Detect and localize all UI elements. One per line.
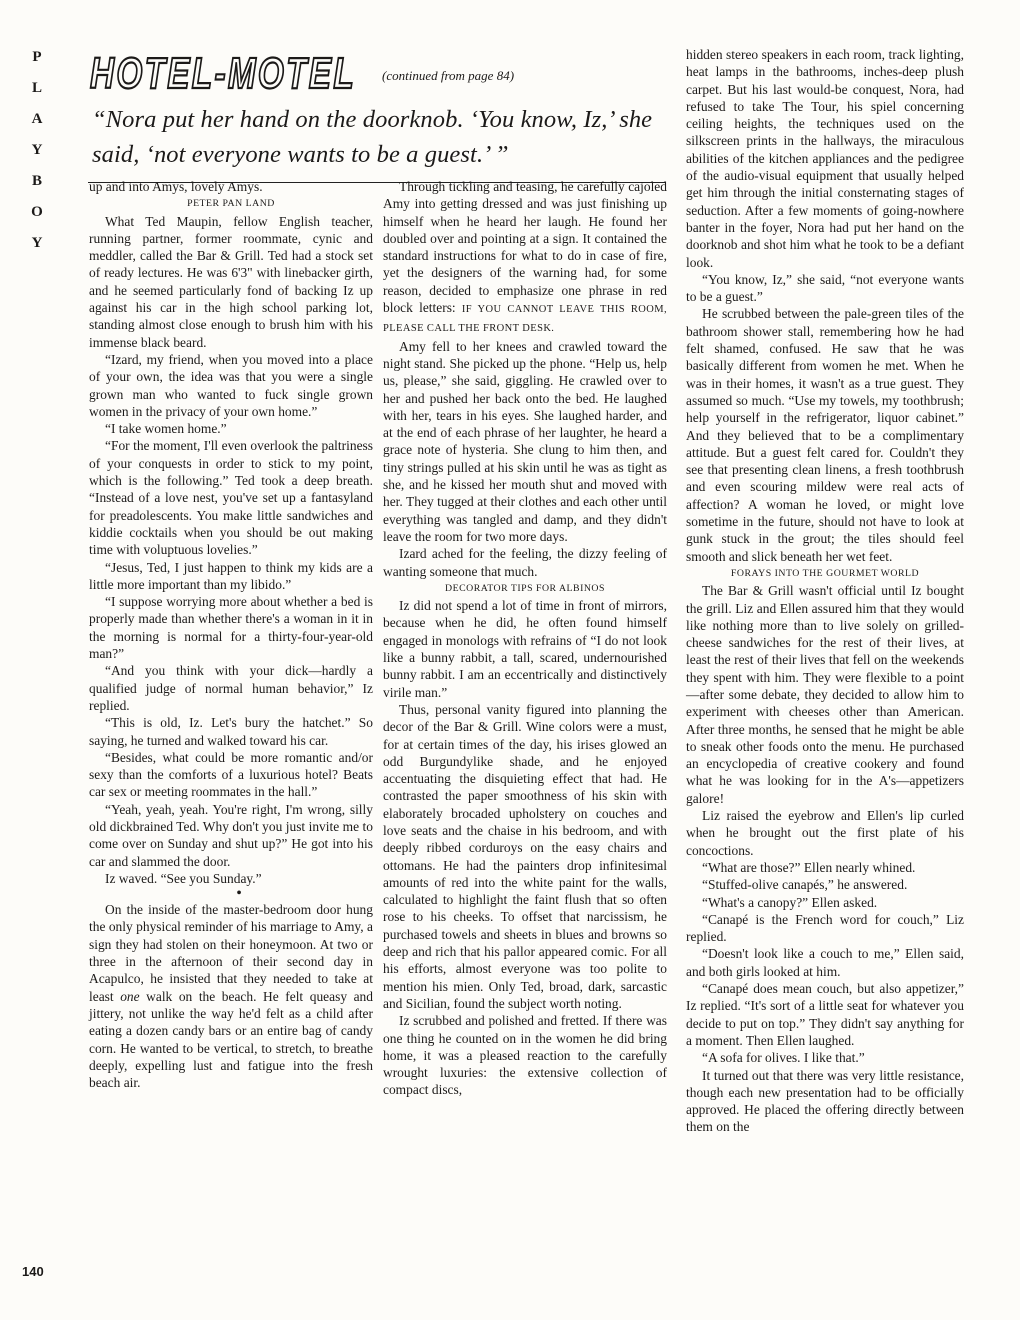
section-subhead: FORAYS INTO THE GOURMET WORLD	[730, 567, 920, 579]
text-column-2	[383, 178, 667, 1099]
article-header	[88, 36, 660, 183]
text-column-3	[686, 46, 964, 1136]
paragraph: It turned out that there was very little resistance, though each new presentation had to be officially approved. He placed the offering directly between them on the	[686, 1067, 964, 1135]
paragraph: “Yeah, yeah, yeah. You're right, I'm wrong, silly old dickbrained Ted. Why don't you just invite me to come over on Sunday and shut up?” He got into his car and slammed the door.	[89, 801, 373, 869]
paragraph	[383, 178, 667, 338]
paragraph: Izard ached for the feeling, the dizzy feeling of wanting someone that much.	[383, 546, 667, 579]
magazine-letter: A	[31, 111, 43, 127]
section-subhead: DECORATOR TIPS FOR ALBINOS	[445, 582, 605, 594]
section-subhead: PETER PAN LAND	[187, 198, 275, 210]
paragraph: Iz scrubbed and polished and fretted. If there was one thing he counted on in the women he did bring home, it was a pleased reaction to the carefully wrought luxuries: the extensive collection of compact discs,	[383, 1013, 667, 1098]
paragraph: Thus, personal vanity figured into planning the decor of the Bar & Grill. Wine colors were a must, for at certain times of the day, his irises glowed an odd Burgundylike shade, and he enjoyed accentuating the disquieting effect that had. He contrasted the paper smoothness of his skin with elaborately brocaded upholstery on couches and love seats and the chaise in his bedroom, and with deeply ribbed corduroys on the easy chairs and ottomans. He had the painters drop infinitesimal amounts of red into the white paint for the walls, calculated to highlight the faint flush that so often rose to his cheeks. To offset that narcissism, he purchased towels and sheets in blues and browns so deep and rich that his pallor appeared comic. For all his efforts, almost everyone was too polite to mention his mien. Only Ted, broad, dark, sarcastic and Sicilian, found the subject worth noting.	[383, 701, 667, 1011]
continued-note: (continued from page 84)	[382, 68, 515, 83]
paragraph: hidden stereo speakers in each room, track lighting, heat lamps in the bathrooms, inches-deep plush carpet. But his last would-be conquest, Nora, had refused to take The Tour, his spiel concerning ceiling heights, the techniques used on the silkscreen prints in the hallways, the miraculous abilities of the kitchen appliances and the pedigree of the audio-visual equipment that usually helped get him through the initial consternating stages of seduction. After a few moments of going-nowhere banter in the foyer, Nora had put her hand on the doorknob and shot him what he took to be a defiant look.	[686, 47, 964, 270]
paragraph: “You know, Iz,” she said, “not everyone wants to be a guest.”	[686, 271, 964, 305]
pull-quote: “Nora put her hand on the doorknob. ‘You know, Iz,’ she said, ‘not everyone wants to be a guest.’ ”	[92, 106, 653, 168]
magazine-sidebar-mark	[26, 42, 48, 259]
paragraph: “Izard, my friend, when you moved into a place of your own, the idea was that you were a single grown man who wanted to fuck single grown women in the privacy of your own home.”	[89, 351, 373, 419]
paragraph: “Canapé does mean couch, but also appetizer,” Iz replied. “It's sort of a little seat for whatever you decide to put on top.” They didn't say anything for a moment. Then Ellen laughed.	[686, 981, 964, 1048]
paragraph: “What are those?” Ellen nearly whined.	[702, 859, 916, 875]
article-title: HOTEL-MOTEL	[90, 49, 356, 94]
paragraph: “A sofa for olives. I like that.”	[702, 1050, 865, 1066]
paragraph: “This is old, Iz. Let's bury the hatchet.” So saying, he turned and walked toward his car.	[89, 715, 373, 748]
magazine-letter: L	[31, 80, 42, 96]
page-number: 140	[22, 1264, 44, 1279]
paragraph: “Besides, what could be more romantic and/or sexy than the comforts of a luxurious hotel? Beats car sex or meeting roommates in the hall.”	[89, 749, 373, 800]
paragraph: Liz raised the eyebrow and Ellen's lip curled when he brought out the first plate of his concoctions.	[686, 808, 964, 858]
magazine-letter: O	[31, 204, 43, 220]
paragraph-text: Through tickling and teasing, he carefully cajoled Amy into getting dressed and was just finishing up himself when he heard her laugh. He found her doubled over and pointing at a sign. It contained the standard instructions for what to do in case of fire, yet the designers of the warning had, for some reason, decided to emphasize one phrase in red block letters:	[383, 179, 667, 316]
paragraph: “Stuffed-olive canapés,” he answered.	[702, 877, 908, 893]
paragraph: “For the moment, I'll even overlook the paltriness of your conquests in order to stick to my point, which is the following.” Ted took a deep breath. “Instead of a love nest, you've set up a fantasyland for preadolescents. You make little sandwiches and kiddie cocktails when you should be out making time with voluptuous lovelies.”	[89, 438, 373, 558]
emphasis-text: one	[120, 988, 140, 1004]
magazine-letter: P	[32, 49, 42, 65]
paragraph-text: walk on the beach. He felt queasy and jittery, not unlike the way he'd felt as a child after eating a dozen candy bars or an entire bag of candy corn. He wanted to be vertical, to stretch, to breathe deeply, expelling lust and fatigue into the fresh beach air.	[89, 988, 373, 1091]
paragraph: “And you think with your dick—hardly a qualified judge of normal human behavior,” Iz replied.	[89, 663, 373, 713]
magazine-letter: Y	[31, 142, 43, 158]
paragraph: Iz waved. “See you Sunday.”	[105, 870, 262, 886]
paragraph: Amy fell to her knees and crawled toward the night stand. She picked up the phone. “Help us, help us, please,” she said, giggling. He crawled over to her and pushed her back onto the bed. He laughed with her, tears in his eyes. She laughed harder, and at the end of each phrase of her laughter, he heard a grace note of hysteria. She clung to him then, and tiny strings pulled at his skin until he was as tight as she, and he kissed her mouth shut and moved with her. They tugged at their clothes and each other until everything was tangled and damp, and they didn't leave the room for two more days.	[383, 338, 667, 544]
paragraph: The Bar & Grill wasn't official until Iz bought the grill. Liz and Ellen assured him that they would like nothing more than to live solely on grilled-cheese sandwiches for the rest of their lives, at least the rest of their lives that fell on the weekends they spent with him. They were flexible to a point—after some debate, they decided to allow him to experiment with cheeses other than American. After three months, he sensed that he might be able to sneak other foods onto the menu. He purchased an encyclopedia of creative cookery and found what he was looking for in the A's—appetizers galore!	[686, 583, 964, 806]
paragraph	[89, 901, 373, 1091]
paragraph: “Canapé is the French word for couch,” Liz replied.	[686, 911, 964, 945]
paragraph: Iz did not spend a lot of time in front of mirrors, because when he did, he often found himself engaged in monologs with refrains of “I do not look like a bunny rabbit, a tall, scared, undernourished bunny rabbit. I am an eccentrically and distinctively virile man.”	[383, 598, 667, 700]
paragraph: “I take women home.”	[105, 421, 227, 437]
text-column-1	[89, 178, 373, 1091]
paragraph: “Doesn't look like a couch to me,” Ellen said, and both girls looked at him.	[686, 946, 964, 979]
magazine-letter: B	[31, 173, 42, 189]
paragraph: up and into Amys, lovely Amys.	[89, 179, 263, 194]
magazine-letter: Y	[31, 235, 43, 251]
paragraph-text: On the inside of the master-bedroom door hung the only physical reminder of his marriage to Amy, a sign they had stolen on their honeymoon. At two or three in the afternoon of their second day in Acapulco, he insisted that they needed to take at least	[89, 902, 373, 1004]
section-bullet: •	[236, 885, 242, 903]
paragraph: What Ted Maupin, fellow English teacher, running partner, former roommate, cynic and meddler, called the Bar & Grill. Ted had a stock set of ready lectures. He was 6'3" with linebacker girth, and he seemed particularly fond of backing Iz up against his car in the high school parking lot, standing almost close enough to brush him with his immense black beard.	[89, 213, 373, 350]
paragraph: “What's a canopy?” Ellen asked.	[702, 894, 878, 910]
paragraph: “I suppose worrying more about whether a bed is properly made than whether there's a woman in it in the morning is normal for a thirty-four-year-old man?”	[89, 594, 373, 662]
paragraph: He scrubbed between the pale-green tiles of the bathroom shower stall, remembering how he had felt shamed, confused. He saw that he was basically different from women he met. When he was in their homes, it wasn't as a true guest. They assumed so much. “Use my towels, my toothbrush; help yourself in the refrigerator, liquor cabinet.” And they believed that to be a complimentary attitude. But a guest felt cared for. Couldn't they see that presenting clean linens, a fresh toothbrush and even scouring mildew were real acts of affection? A woman he loved, or might love sometime in the future, should not have to look at gunk stuck in the grout; the tiles should feel smooth and slick beneath her wet feet.	[686, 306, 964, 564]
paragraph: “Jesus, Ted, I just happen to think my kids are a little more important than my libido.”	[89, 559, 373, 592]
sign-text: IF YOU CANNOT LEAVE THIS ROOM, PLEASE CALL THE FRONT DESK.	[383, 304, 667, 335]
article-title-logo	[88, 48, 360, 94]
